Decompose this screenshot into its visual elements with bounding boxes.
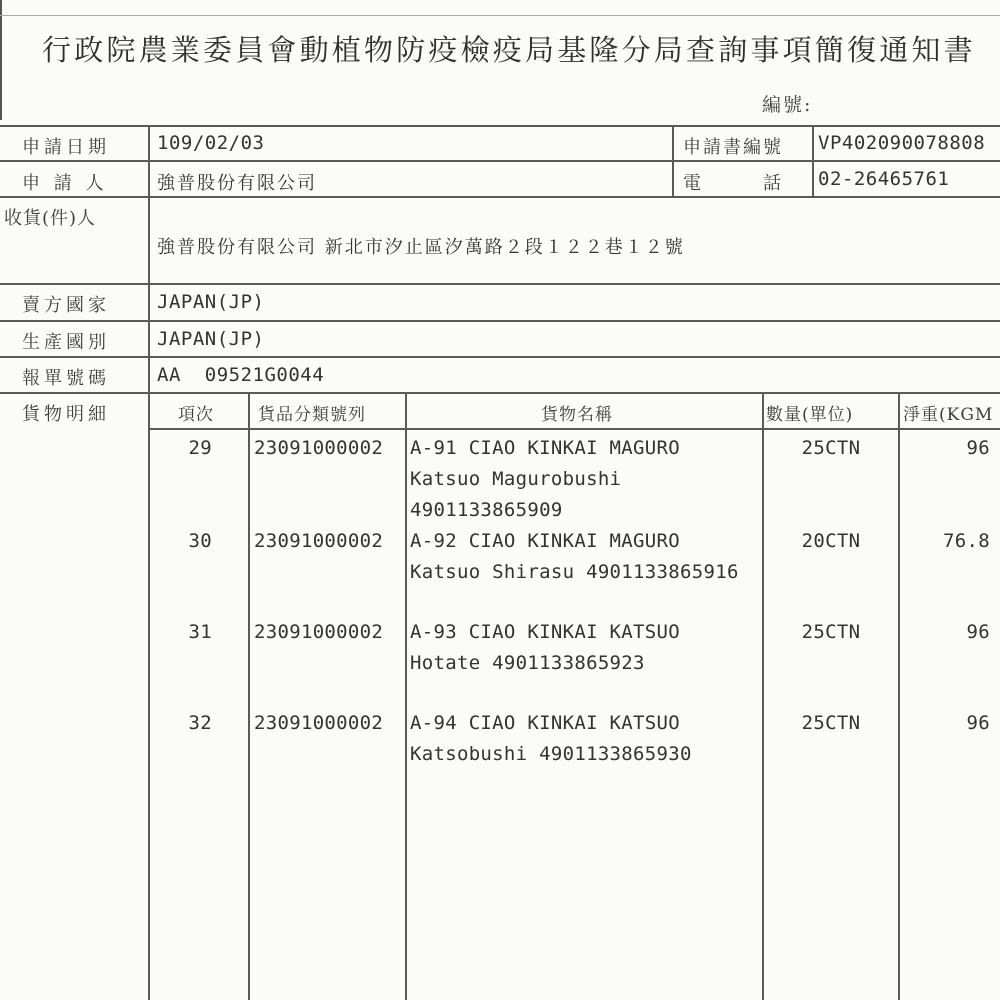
header-name: 貨物名稱 [541, 405, 613, 425]
document-title: 行政院農業委員會動植物防疫檢疫局基隆分局查詢事項簡復通知書 [42, 33, 976, 67]
consignee-value: 強普股份有限公司 新北市汐止區汐萬路２段１２２巷１２號 [157, 237, 685, 258]
declaration-value: AA 09521G0044 [157, 364, 325, 386]
form-no-label: 申請書編號 [683, 137, 783, 158]
row-name-line: A-91 CIAO KINKAI MAGURO [410, 437, 680, 459]
row-qty: 20CTN [801, 530, 861, 552]
row-name-line: A-94 CIAO KINKAI KATSUO [410, 712, 680, 734]
frame-top-edge [0, 15, 1000, 16]
row-code: 23091000002 [254, 530, 384, 552]
origin-label: 生產國別 [22, 332, 110, 353]
row-code: 23091000002 [254, 621, 384, 643]
goods-label: 貨物明細 [22, 404, 110, 425]
row-name-line: Katsobushi 4901133865930 [410, 743, 692, 765]
phone-label: 電 話 [683, 173, 783, 194]
row-qty: 25CTN [801, 437, 861, 459]
declaration-label: 報單號碼 [22, 368, 110, 389]
rule-col-code [248, 392, 250, 1000]
rule-top [0, 125, 1000, 127]
document-number-label: 編號: [762, 94, 813, 116]
row-qty: 25CTN [801, 621, 861, 643]
form-no-value: VP402090078808 [818, 132, 986, 154]
rule-row-4 [0, 320, 1000, 322]
row-name-line: A-92 CIAO KINKAI MAGURO [410, 530, 680, 552]
rule-col-weight [898, 392, 900, 1000]
rule-row-6 [0, 392, 1000, 394]
apply-date-label: 申請日期 [22, 137, 110, 158]
rule-label-column [148, 125, 150, 1000]
row-weight: 96 [966, 621, 990, 643]
row-item: 30 [188, 530, 212, 552]
row-code: 23091000002 [254, 437, 384, 459]
row-name-line: 4901133865909 [410, 499, 563, 521]
origin-value: JAPAN(JP) [157, 328, 265, 350]
rule-mid-column [672, 125, 674, 196]
row-name-line: Hotate 4901133865923 [410, 652, 645, 674]
applicant-value: 強普股份有限公司 [157, 173, 317, 194]
row-code: 23091000002 [254, 712, 384, 734]
rule-col-qty [762, 392, 764, 1000]
row-weight: 96 [966, 437, 990, 459]
applicant-label: 申 請 人 [22, 173, 108, 194]
seller-country-value: JAPAN(JP) [157, 291, 265, 313]
rule-table-header [148, 428, 1000, 430]
rule-row-1 [0, 160, 1000, 162]
rule-row-3 [0, 283, 1000, 285]
consignee-label: 收貨(件)人 [4, 208, 97, 229]
rule-col-name [405, 392, 407, 1000]
header-weight: 淨重(KGM [903, 405, 994, 425]
row-item: 29 [188, 437, 212, 459]
row-item: 31 [188, 621, 212, 643]
rule-mid-column-2 [812, 125, 814, 196]
apply-date-value: 109/02/03 [157, 132, 265, 154]
row-weight: 76.8 [943, 530, 990, 552]
row-item: 32 [188, 712, 212, 734]
seller-country-label: 賣方國家 [22, 295, 110, 316]
row-weight: 96 [966, 712, 990, 734]
phone-value: 02-26465761 [818, 168, 950, 190]
header-code: 貨品分類號列 [258, 405, 366, 425]
row-name-line: A-93 CIAO KINKAI KATSUO [410, 621, 680, 643]
rule-row-2 [0, 196, 1000, 198]
header-item: 項次 [178, 405, 214, 425]
rule-row-5 [0, 356, 1000, 358]
row-qty: 25CTN [801, 712, 861, 734]
row-name-line: Katsuo Magurobushi [410, 468, 622, 490]
row-name-line: Katsuo Shirasu 4901133865916 [410, 561, 739, 583]
header-qty: 數量(單位) [766, 405, 854, 425]
